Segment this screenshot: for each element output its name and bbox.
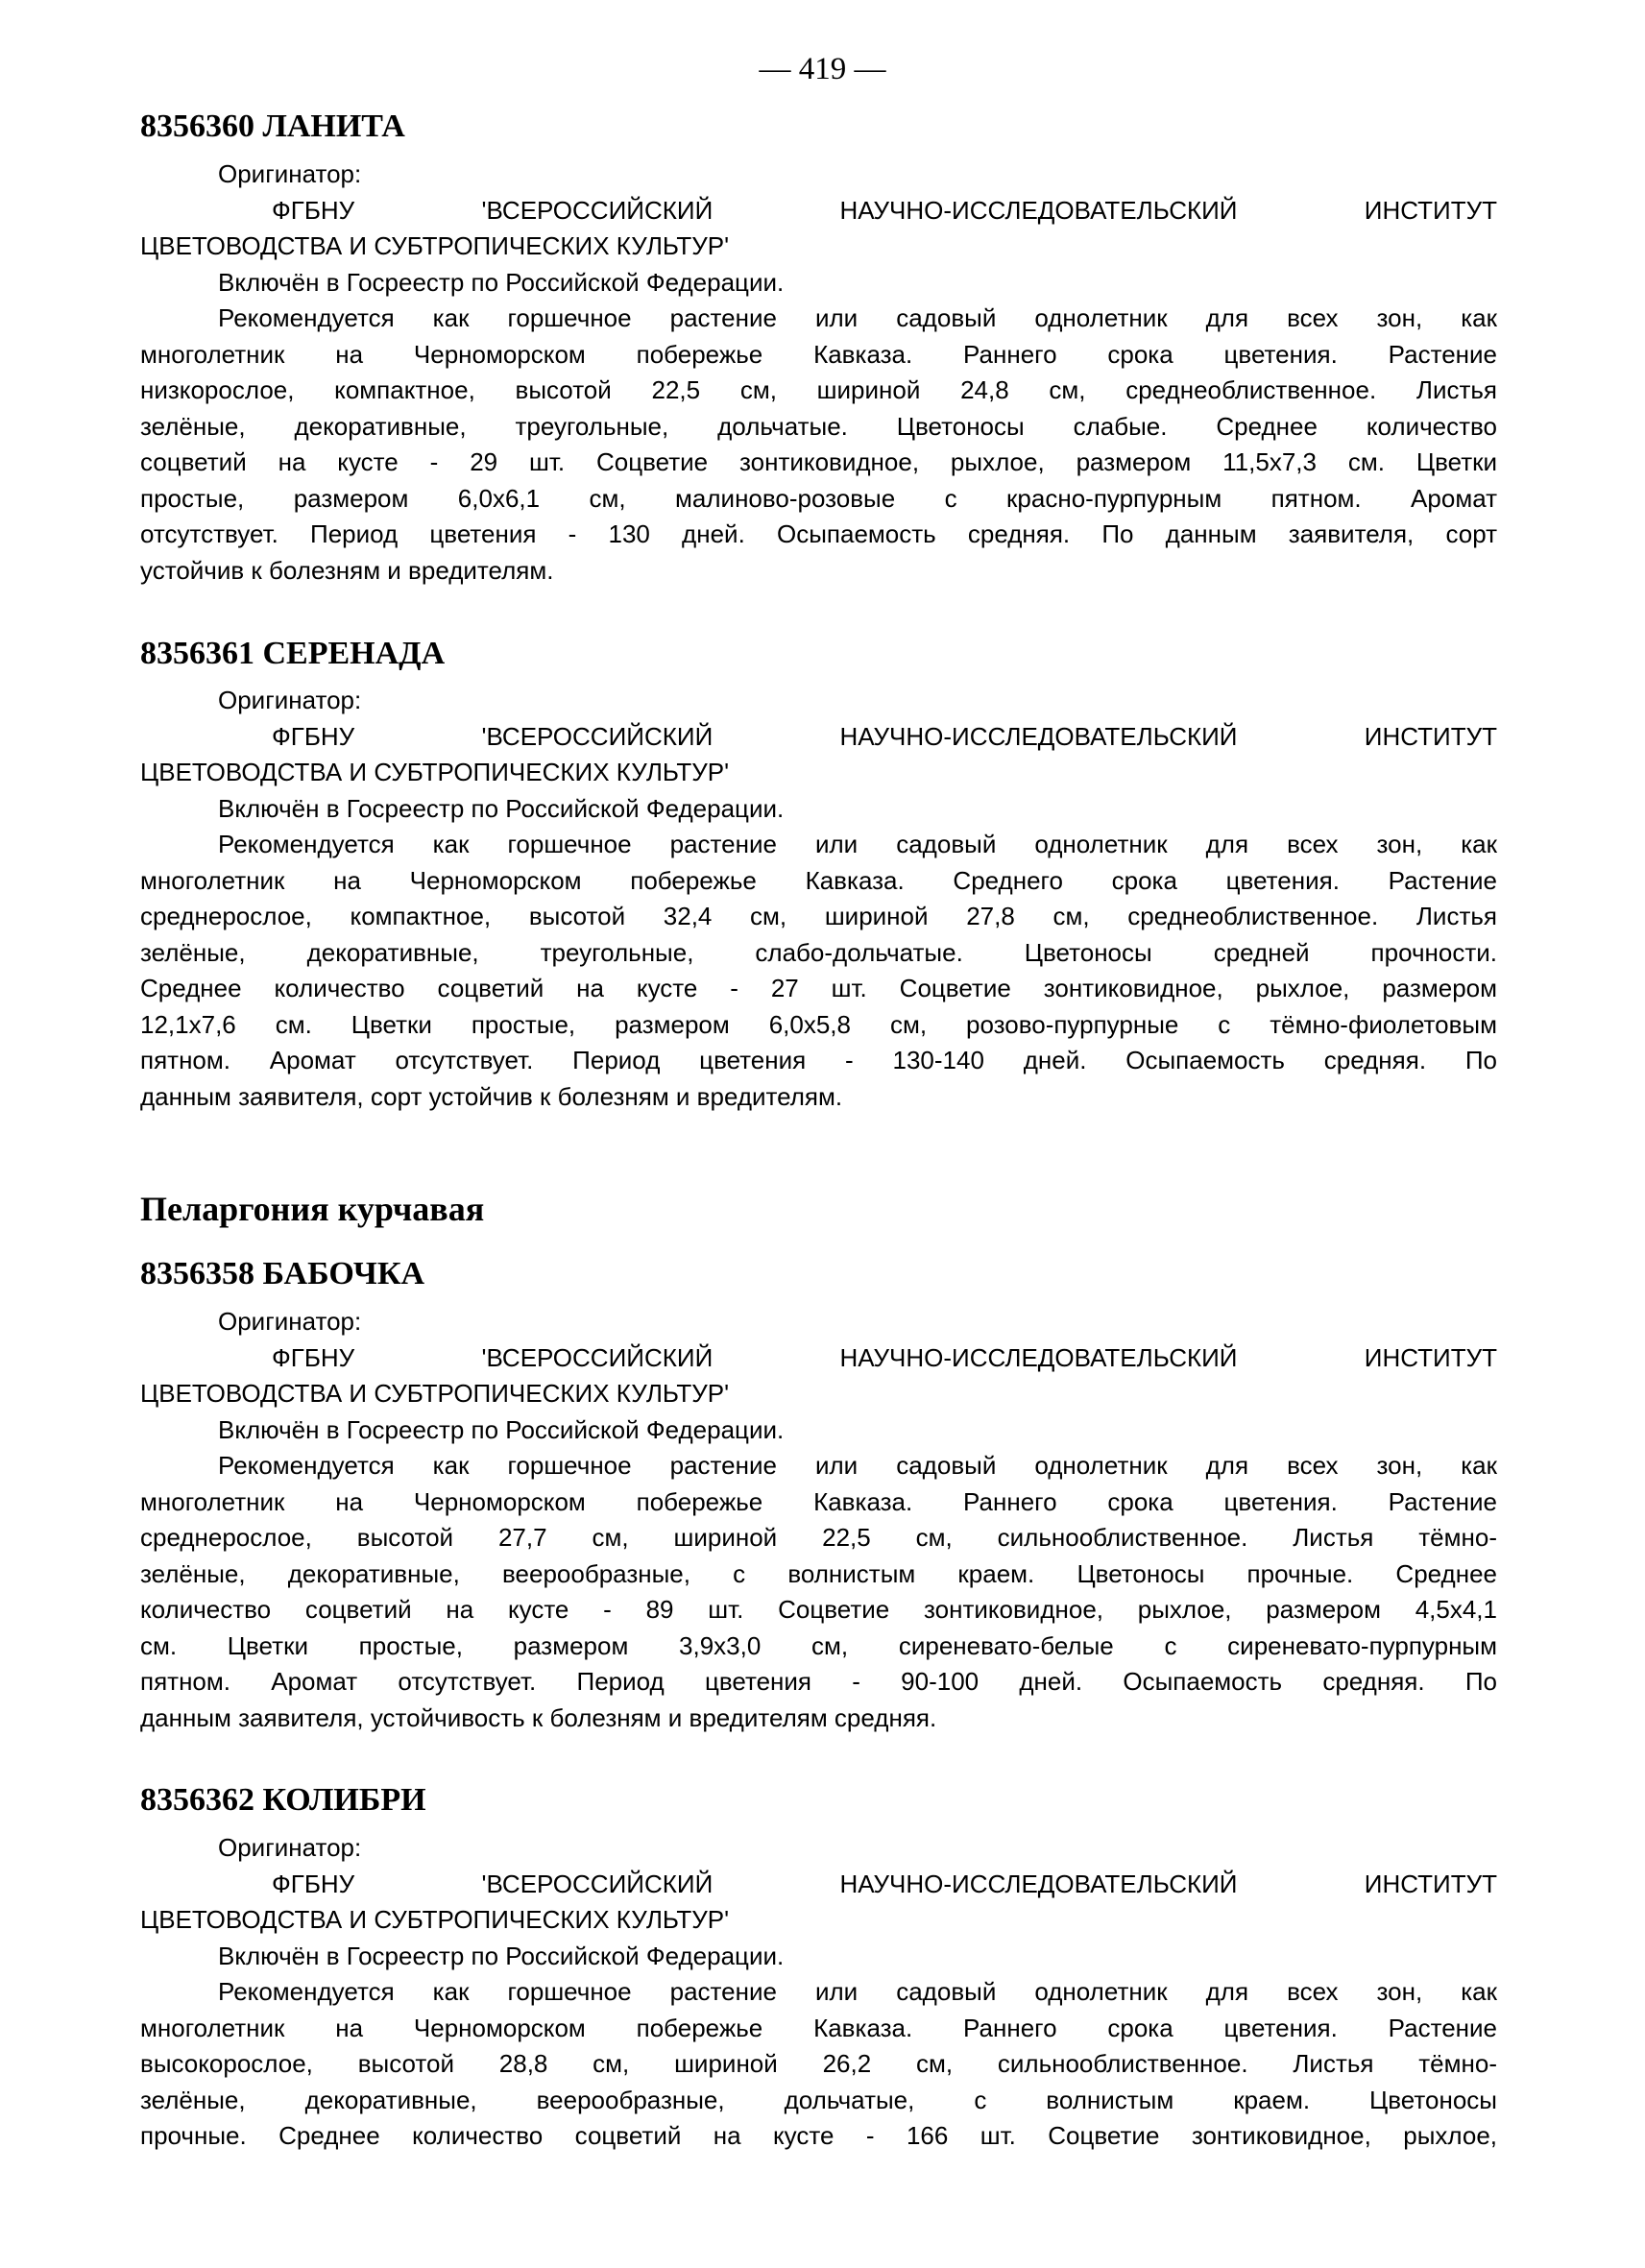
entry-heading: 8356362 КОЛИБРИ [140,1782,426,1818]
text-line: Рекомендуется как горшечное растение или садовый однолетник для всех зон, как [218,303,1497,332]
text-line: Включён в Госреестр по Российской Федерации. [218,1414,785,1444]
text-line: многолетник на Черноморском побережье Кавказа. Раннего срока цветения. Растение [140,339,1497,369]
text-line: ЦВЕТОВОДСТВА И СУБТРОПИЧЕСКИХ КУЛЬТУР' [140,231,730,260]
entry-body [140,1304,1497,1736]
text-line: Оригинатор: [218,1833,362,1862]
text-line: низкорослое, компактное, высотой 22,5 см, шириной 24,8 см, среднеоблиственное. Листья [140,375,1497,404]
text-line: данным заявителя, устойчивость к болезням и вредителям средняя. [140,1702,937,1732]
text-line: многолетник на Черноморском побережье Кавказа. Раннего срока цветения. Растение [140,2013,1497,2042]
text-line: Рекомендуется как горшечное растение или садовый однолетник для всех зон, как [218,1977,1497,2006]
text-line: ЦВЕТОВОДСТВА И СУБТРОПИЧЕСКИХ КУЛЬТУР' [140,1379,730,1408]
text-line: многолетник на Черноморском побережье Кавказа. Раннего срока цветения. Растение [140,1486,1497,1516]
entry-body [140,683,1497,1115]
text-line: простые, размером 6,0х6,1 см, малиново-розовые с красно-пурпурным пятном. Аромат [140,483,1497,513]
text-line: Включён в Госреестр по Российской Федерации. [218,1941,785,1970]
text-line: зелёные, декоративные, треугольные, слабо-дольчатые. Цветоносы средней прочности. [140,937,1497,967]
text-line: данным заявителя, сорт устойчив к болезням и вредителям. [140,1081,843,1111]
text-line: Рекомендуется как горшечное растение или садовый однолетник для всех зон, как [218,1451,1497,1480]
text-line: пятном. Аромат отсутствует. Период цветения - 130-140 дней. Осыпаемость средняя. По [140,1046,1497,1074]
text-line: ЦВЕТОВОДСТВА И СУБТРОПИЧЕСКИХ КУЛЬТУР' [140,1905,730,1934]
text-line: количество соцветий на кусте - 89 шт. Соцветие зонтиковидное, рыхлое, размером 4,5х4,1 [140,1595,1497,1624]
text-line: зелёные, декоративные, веерообразные, дольчатые, с волнистым краем. Цветоносы [140,2085,1497,2114]
text-line: Среднее количество соцветий на кусте - 27 шт. Соцветие зонтиковидное, рыхлое, размером [140,974,1497,1002]
text-line: Включён в Госреестр по Российской Федерации. [218,267,785,297]
text-line: многолетник на Черноморском побережье Кавказа. Среднего срока цветения. Растение [140,865,1497,895]
text-line: высокорослое, высотой 28,8 см, шириной 26,2 см, сильнооблиственное. Листья тёмно- [140,2049,1497,2078]
text-line: соцветий на кусте - 29 шт. Соцветие зонтиковидное, рыхлое, размером 11,5х7,3 см. Цветки [140,447,1497,476]
text-line: ФГБНУ 'ВСЕРОССИЙСКИЙ НАУЧНО-ИССЛЕДОВАТЕЛЬСКИЙ ИНСТИТУТ [272,1342,1497,1372]
text-line: зелёные, декоративные, треугольные, дольчатые. Цветоносы слабые. Среднее количество [140,411,1497,441]
text-line: зелёные, декоративные, веерообразные, с волнистым краем. Цветоносы прочные. Среднее [140,1558,1497,1588]
text-line: среднерослое, высотой 27,7 см, шириной 22,5 см, сильнооблиственное. Листья тёмно- [140,1523,1497,1552]
text-line: см. Цветки простые, размером 3,9х3,0 см, сиреневато-белые с сиреневато-пурпурным [140,1630,1497,1660]
text-line: устойчив к болезням и вредителям. [140,555,554,585]
text-line: ЦВЕТОВОДСТВА И СУБТРОПИЧЕСКИХ КУЛЬТУР' [140,758,730,786]
entry-body [140,1830,1497,2155]
section-title: Пеларгония курчавая [140,1190,485,1228]
entry-body [140,157,1497,589]
text-line: ФГБНУ 'ВСЕРОССИЙСКИЙ НАУЧНО-ИССЛЕДОВАТЕЛЬСКИЙ ИНСТИТУТ [272,1869,1497,1898]
text-line: Рекомендуется как горшечное растение или садовый однолетник для всех зон, как [218,830,1497,858]
text-line: Включён в Госреестр по Российской Федерации. [218,793,785,823]
text-line: ФГБНУ 'ВСЕРОССИЙСКИЙ НАУЧНО-ИССЛЕДОВАТЕЛЬСКИЙ ИНСТИТУТ [272,195,1497,225]
entry-heading: 8356360 ЛАНИТА [140,109,405,144]
text-line: Оригинатор: [218,1307,362,1336]
text-line: Оригинатор: [218,686,362,714]
text-line: 12,1х7,6 см. Цветки простые, размером 6,0х5,8 см, розово-пурпурные с тёмно-фиолетовым [140,1009,1497,1039]
text-line: прочные. Среднее количество соцветий на кусте - 166 шт. Соцветие зонтиковидное, рыхлое, [140,2121,1497,2150]
text-line: среднерослое, компактное, высотой 32,4 см, шириной 27,8 см, среднеоблиственное. Листья [140,902,1497,930]
text-line: ФГБНУ 'ВСЕРОССИЙСКИЙ НАУЧНО-ИССЛЕДОВАТЕЛЬСКИЙ ИНСТИТУТ [272,721,1497,751]
text-line: отсутствует. Период цветения - 130 дней. Осыпаемость средняя. По данным заявителя, сорт [140,519,1497,548]
entry-heading: 8356358 БАБОЧКА [140,1256,425,1291]
text-line: пятном. Аромат отсутствует. Период цветения - 90-100 дней. Осыпаемость средняя. По [140,1667,1497,1696]
text-line: Оригинатор: [218,159,362,188]
page-number: — 419 — [759,52,886,86]
entry-heading: 8356361 СЕРЕНАДА [140,636,446,671]
